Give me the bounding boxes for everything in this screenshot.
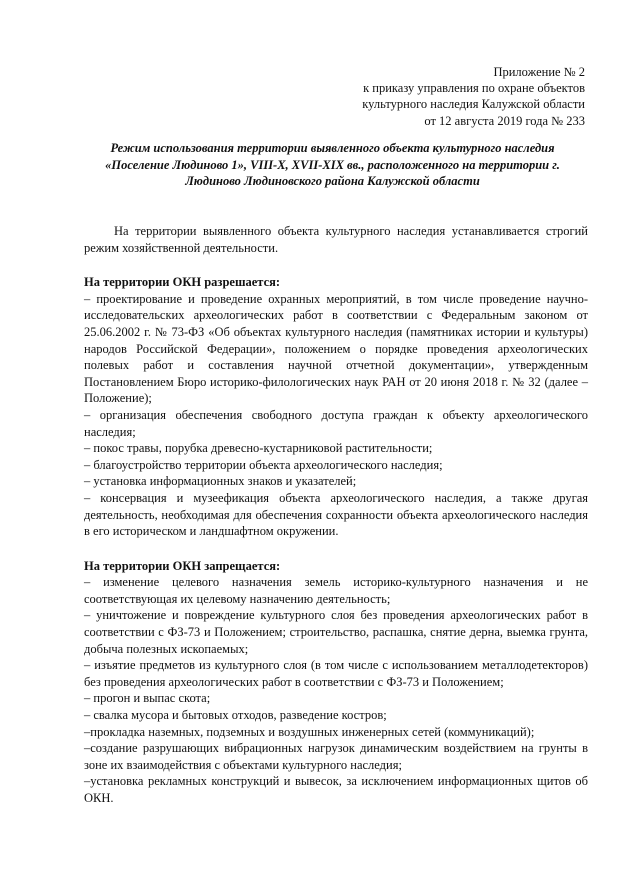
forbidden-item: –создание разрушающих вибрационных нагрузок динамическим воздействием на грунты в зоне их взаимодействия с объектами культурного наследия; <box>84 741 588 772</box>
allowed-item: – покос травы, порубка древесно-кустарниковой растительности; <box>84 441 433 456</box>
allowed-item: – проектирование и проведение охранных мероприятий, в том числе проведение научно-исследовательских археологических работ в соответствии с Федеральным законом от 25.06.2002 г. № 73-ФЗ «Об объектах культурного наследия (памятниках истории и культуры) народов Российской Федерации», положением о порядке проведения археологических полевых работ и составления научной отчетной документации», утвержденным Постановлением Бюро историко-филологических наук РАН от 20 июня 2018 г. № 32 (далее – Положение); <box>84 291 588 406</box>
allowed-item: – установка информационных знаков и указателей; <box>84 474 357 489</box>
forbidden-item: –прокладка наземных, подземных и воздушных инженерных сетей (коммуникаций); <box>84 724 535 739</box>
forbidden-section <box>84 558 588 807</box>
intro-paragraph: На территории выявленного объекта культурного наследия устанавливается строгий режим хозяйственной деятельности. <box>84 224 588 255</box>
document-title: Режим использования территории выявленного объекта культурного наследия «Поселение Людиново 1», VIII-X, XVII-XIX вв., расположенного на территории г. Людиново Людиновского района Калужской области <box>105 141 560 188</box>
allowed-item: – консервация и музеефикация объекта археологического наследия, а также другая деятельность, необходимая для обеспечения сохранности объекта археологического наследия в его историческом и ландшафтном окружении. <box>84 490 588 539</box>
appendix-number: Приложение № 2 <box>493 65 585 79</box>
forbidden-item: – прогон и выпас скота; <box>84 691 211 706</box>
forbidden-heading: На территории ОКН запрещается: <box>84 558 281 573</box>
appendix-authority: культурного наследия Калужской области <box>362 97 585 112</box>
forbidden-item: – свалка мусора и бытовых отходов, разведение костров; <box>84 708 387 723</box>
forbidden-item: – изъятие предметов из культурного слоя (в том числе с использованием металлодетекторов) без проведения археологических работ в соответствии с ФЗ-73 и Положением; <box>84 658 588 689</box>
allowed-item: – благоустройство территории объекта археологического наследия; <box>84 457 443 472</box>
appendix-order-ref: к приказу управления по охране объектов <box>363 81 585 96</box>
allowed-item: – организация обеспечения свободного доступа граждан к объекту археологического наследия; <box>84 407 588 439</box>
allowed-section <box>84 274 588 540</box>
appendix-header <box>362 64 585 129</box>
forbidden-item: –установка рекламных конструкций и вывесок, за исключением информационных щитов об ОКН. <box>84 774 588 805</box>
document-body <box>84 223 588 807</box>
allowed-heading: На территории ОКН разрешается: <box>84 275 281 290</box>
appendix-date: от 12 августа 2019 года № 233 <box>424 113 585 128</box>
forbidden-item: – изменение целевого назначения земель историко-культурного назначения и не соответствующая их целевому назначению деятельность; <box>84 575 588 606</box>
forbidden-item: – уничтожение и повреждение культурного слоя без проведения археологических работ в соответствии с ФЗ-73 и Положением; строительство, распашка, снятие дерна, выемка грунта, добыча полезных ископаемых; <box>84 608 588 656</box>
